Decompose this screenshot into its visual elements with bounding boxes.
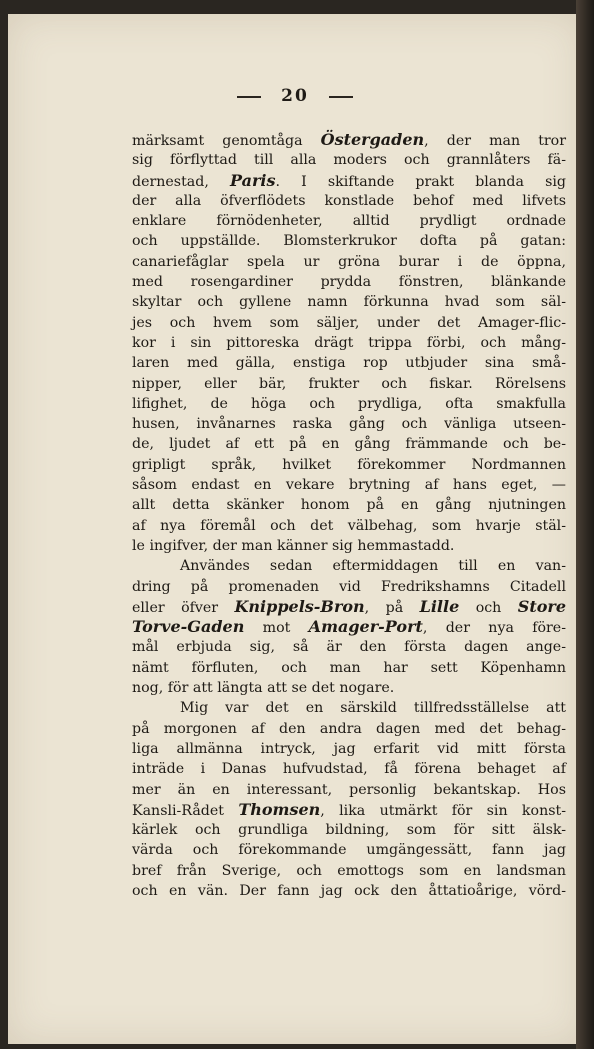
text-span: nämt förfluten, och man har sett Köpenhamn [132, 659, 566, 676]
proper-name: Thomsen [238, 799, 321, 819]
text-line [132, 333, 566, 353]
text-line [132, 739, 566, 759]
text-span: kor i sin pittoreska drägt trippa förbi, och mång- [132, 334, 566, 351]
text-span: märksamt genomtåga [132, 133, 321, 149]
text-line [132, 840, 566, 860]
text-line [132, 597, 566, 617]
text-line [132, 475, 566, 495]
text-line [132, 495, 566, 515]
text-span: skyltar och gyllene namn förkunna hvad som säl- [132, 294, 566, 311]
text-span: inträde i Danas hufvudstad, få förena behaget af [132, 761, 566, 778]
text-span: dring på promenaden vid Fredrikshamns Citadell [132, 578, 566, 595]
proper-name: Torve-Gaden [132, 617, 245, 637]
text-span: de, ljudet af ett på en gång främmande och be- [132, 436, 566, 453]
book-spine [576, 0, 594, 1049]
text-line [132, 881, 566, 901]
text-span: såsom endast en vekare brytning af hans eget, — [132, 477, 566, 494]
text-line [132, 353, 566, 373]
text-span: bref från Sverige, och emottogs som en landsman [132, 862, 566, 879]
text-line [132, 211, 566, 231]
text-line [132, 313, 566, 333]
text-line [132, 171, 566, 191]
text-line [132, 698, 566, 718]
text-span: le ingifver, der man känner sig hemmastadd. [132, 537, 455, 554]
text-span: lifighet, de höga och prydliga, ofta smakfulla [132, 395, 566, 412]
text-span: och [459, 599, 518, 616]
proper-name: Lille [419, 596, 460, 616]
text-span: dernestad, [132, 173, 230, 190]
text-span: och uppställde. Blomsterkrukor dofta på gatan: [132, 233, 566, 250]
header-dash-left [237, 96, 261, 98]
text-line [132, 414, 566, 434]
text-line [132, 252, 566, 272]
text-line [132, 292, 566, 312]
proper-name: Östergaden [320, 130, 425, 149]
text-span: Mig var det en särskild tillfredsställelse att [180, 700, 566, 717]
text-span: mer än en interessant, personlig bekantskap. Hos [132, 781, 566, 798]
text-line [132, 374, 566, 394]
text-span: , lika utmärkt för sin konst- [320, 802, 566, 819]
text-span: husen, invånarnes raska gång och vänliga utseen- [132, 416, 566, 433]
proper-name: Amager-Port [308, 617, 423, 637]
text-span: mot [244, 620, 309, 637]
text-line [132, 577, 566, 597]
proper-name: Knippels-Bron [234, 596, 365, 616]
text-line [132, 150, 566, 170]
text-span: liga allmänna intryck, jag erfarit vid mitt första [132, 740, 566, 757]
text-line [132, 780, 566, 800]
text-span: laren med gälla, enstiga rop utbjuder sina små- [132, 355, 566, 372]
text-line [132, 434, 566, 454]
book-page [8, 14, 582, 1044]
text-line [132, 820, 566, 840]
text-line [132, 536, 566, 556]
text-span: , på [364, 599, 420, 616]
text-span: med rosengardiner prydda fönstren, blänkande [132, 274, 566, 291]
text-span: allt detta skänker honom på en gång njutningen [132, 497, 566, 514]
text-span: Kansli-Rådet [132, 802, 239, 819]
text-span: . I skiftande prakt blanda sig [275, 173, 566, 190]
text-line [132, 191, 566, 211]
text-span: på morgonen af den andra dagen med det behag- [132, 720, 566, 737]
page-number: 20 [281, 86, 309, 106]
text-span: nipper, eller bär, frukter och fiskar. Rörelsens [132, 375, 566, 392]
text-line [132, 394, 566, 414]
text-span: värda och förekommande umgängessätt, fann jag [132, 842, 566, 859]
proper-name: Paris [229, 170, 276, 190]
text-line [132, 516, 566, 536]
text-span: af nya föremål och det välbehag, som hvarje stäl- [132, 517, 566, 534]
text-line [132, 719, 566, 739]
text-span: mål erbjuda sig, så är den första dagen ange- [132, 639, 566, 656]
text-span: kärlek och grundliga bildning, som för sitt älsk- [132, 822, 566, 839]
text-line [132, 617, 566, 637]
text-line [132, 800, 566, 820]
text-line [132, 658, 566, 678]
body-text [132, 130, 566, 901]
text-span: , der man tror [424, 133, 567, 149]
text-span: , der nya före- [422, 620, 566, 637]
text-line [132, 637, 566, 657]
text-line [132, 759, 566, 779]
text-line [132, 861, 566, 881]
text-line [132, 556, 566, 576]
text-span: nog, för att längta att se det nogare. [132, 680, 395, 697]
text-span: och en vän. Der fann jag ock den åttatioårige, vörd- [132, 882, 566, 899]
text-span: Användes sedan eftermiddagen till en van- [180, 558, 566, 575]
text-span: enklare förnödenheter, alltid prydligt ordnade [132, 213, 566, 230]
text-line [132, 130, 566, 150]
text-line [132, 455, 566, 475]
text-span: der alla öfverflödets konstlade behof med lifvets [132, 192, 566, 209]
text-span: canariefåglar spela ur gröna burar i de öppna, [132, 253, 566, 270]
text-line [132, 678, 566, 698]
proper-name: Store [517, 596, 566, 616]
text-span: eller öfver [132, 599, 235, 616]
header-dash-right [329, 96, 353, 98]
page-header [8, 86, 582, 106]
text-line [132, 231, 566, 251]
text-span: gripligt språk, hvilket förekommer Nordmannen [132, 456, 566, 473]
text-span: sig förflyttad till alla moders och grannlåters fä- [132, 152, 566, 169]
text-line [132, 272, 566, 292]
text-span: jes och hvem som säljer, under det Amager-flic- [132, 314, 566, 331]
